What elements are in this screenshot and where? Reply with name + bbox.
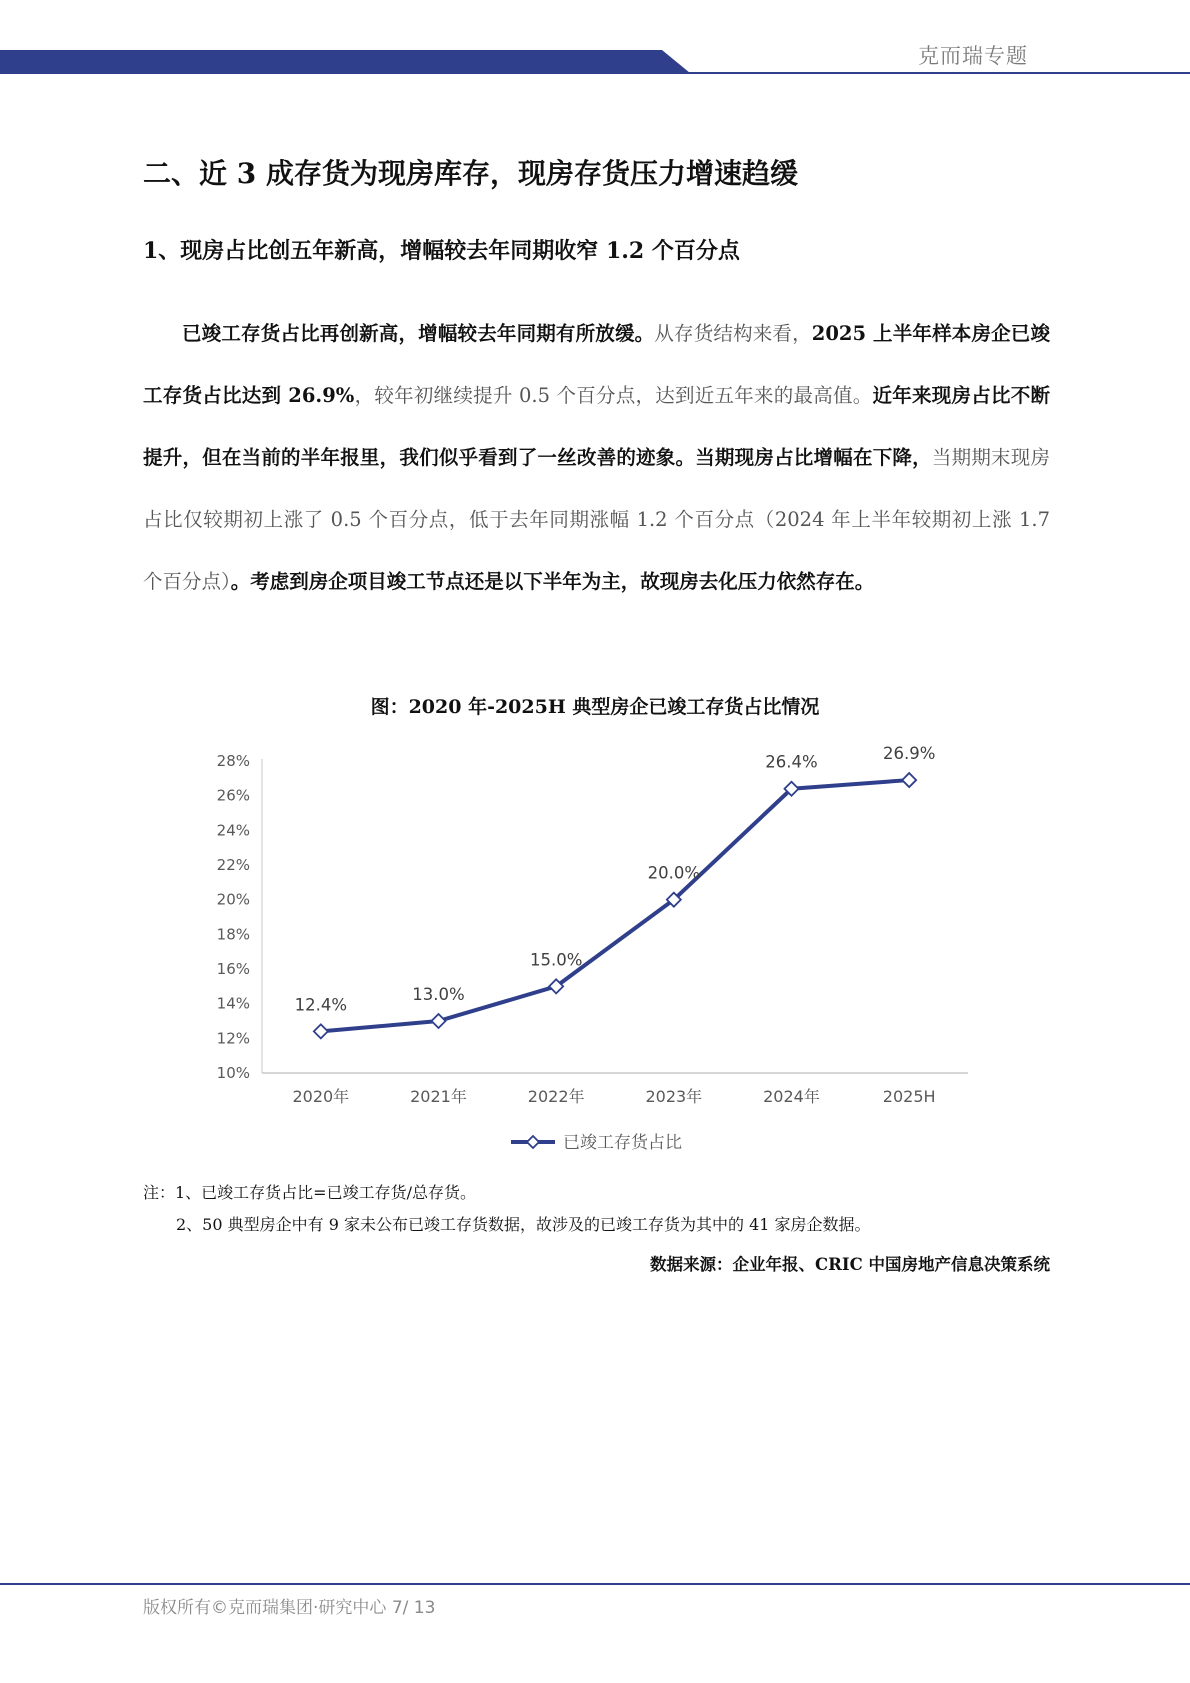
y-tick-label: 18% — [216, 925, 250, 944]
section-title: 二、近 3 成存货为现房库存，现房存货压力增速趋缓 — [143, 157, 798, 190]
data-label: 20.0% — [647, 863, 701, 883]
series-line — [321, 780, 909, 1031]
page-number: 7/ 13 — [391, 1598, 436, 1618]
data-label: 26.4% — [765, 752, 818, 772]
paragraph-highlight: 2025 上半年样本房企已竣工存货占比达到 26.9% — [143, 322, 1050, 407]
y-tick-label: 10% — [216, 1064, 250, 1082]
paragraph-text: 当期期末现房占比仅较期初上涨了 0.5 个百分点，低于去年同期涨幅 1.2 个百分点（2024 年上半年较期初上涨 1.7 个百分点） — [143, 446, 1050, 593]
x-tick-label: 2021年 — [410, 1087, 467, 1106]
x-tick-label: 2022年 — [527, 1087, 585, 1106]
x-tick-label: 2024年 — [763, 1087, 820, 1106]
data-label: 15.0% — [529, 950, 583, 970]
data-point-marker — [314, 1024, 328, 1038]
note-line-2: 2、50 典型房企中有 9 家未公布已竣工存货数据，故涉及的已竣工存货为其中的 41 家房企数据。 — [176, 1215, 871, 1234]
y-axis — [217, 752, 262, 1082]
paragraph-text: 从存货结构来看， — [654, 322, 812, 345]
footer — [143, 1593, 435, 1618]
y-tick-label: 22% — [216, 856, 250, 874]
subsection-title: 1、现房占比创五年新高，增幅较去年同期收窄 1.2 个百分点 — [143, 238, 740, 264]
data-label: 13.0% — [412, 985, 465, 1004]
chart-series — [295, 744, 936, 1038]
paragraph-text: ，较年初继续提升 0.5 个百分点，达到近五年来的最高值。 — [354, 384, 873, 407]
y-tick-label: 20% — [216, 890, 250, 909]
x-tick-label: 2020年 — [292, 1087, 350, 1106]
legend-marker — [527, 1136, 539, 1148]
y-tick-label: 12% — [216, 1029, 250, 1048]
header-title: 克而瑞专题 — [918, 44, 1028, 68]
data-point-marker — [902, 773, 916, 787]
lead-sentence: 已竣工存货占比再创新高，增幅较去年同期有所放缓。 — [182, 322, 655, 345]
x-axis — [262, 1073, 968, 1106]
y-tick-label: 24% — [216, 821, 250, 840]
paragraph-highlight: 近年来现房占比不断提升，但在当前的半年报里，我们似乎看到了一丝改善的迹象。当期现房占比增幅在下降， — [143, 384, 1050, 469]
figure-title: 图：2020 年-2025H 典型房企已竣工存货占比情况 — [370, 696, 820, 718]
paragraph-highlight: 。考虑到房企项目竣工节点还是以下半年为主，故现房去化压力依然存在。 — [230, 570, 875, 593]
data-point-marker — [432, 1014, 446, 1028]
chart-legend — [511, 1133, 682, 1153]
footer-rule — [0, 1583, 1190, 1585]
x-tick-label: 2023年 — [645, 1087, 703, 1106]
y-tick-label: 28% — [216, 752, 250, 770]
y-tick-label: 14% — [216, 994, 250, 1013]
data-source: 数据来源：企业年报、CRIC 中国房地产信息决策系统 — [650, 1255, 1050, 1274]
figure-notes — [143, 1177, 1050, 1241]
data-label: 12.4% — [294, 995, 348, 1015]
y-tick-label: 26% — [216, 786, 250, 805]
y-tick-label: 16% — [216, 960, 250, 978]
data-label: 26.9% — [882, 744, 936, 764]
legend-label: 已竣工存货占比 — [563, 1133, 682, 1153]
x-tick-label: 2025H — [882, 1087, 936, 1106]
note-line-1: 注：1、已竣工存货占比=已竣工存货/总存货。 — [143, 1183, 476, 1202]
footer-copyright: 版权所有©克而瑞集团·研究中心 — [143, 1598, 387, 1618]
